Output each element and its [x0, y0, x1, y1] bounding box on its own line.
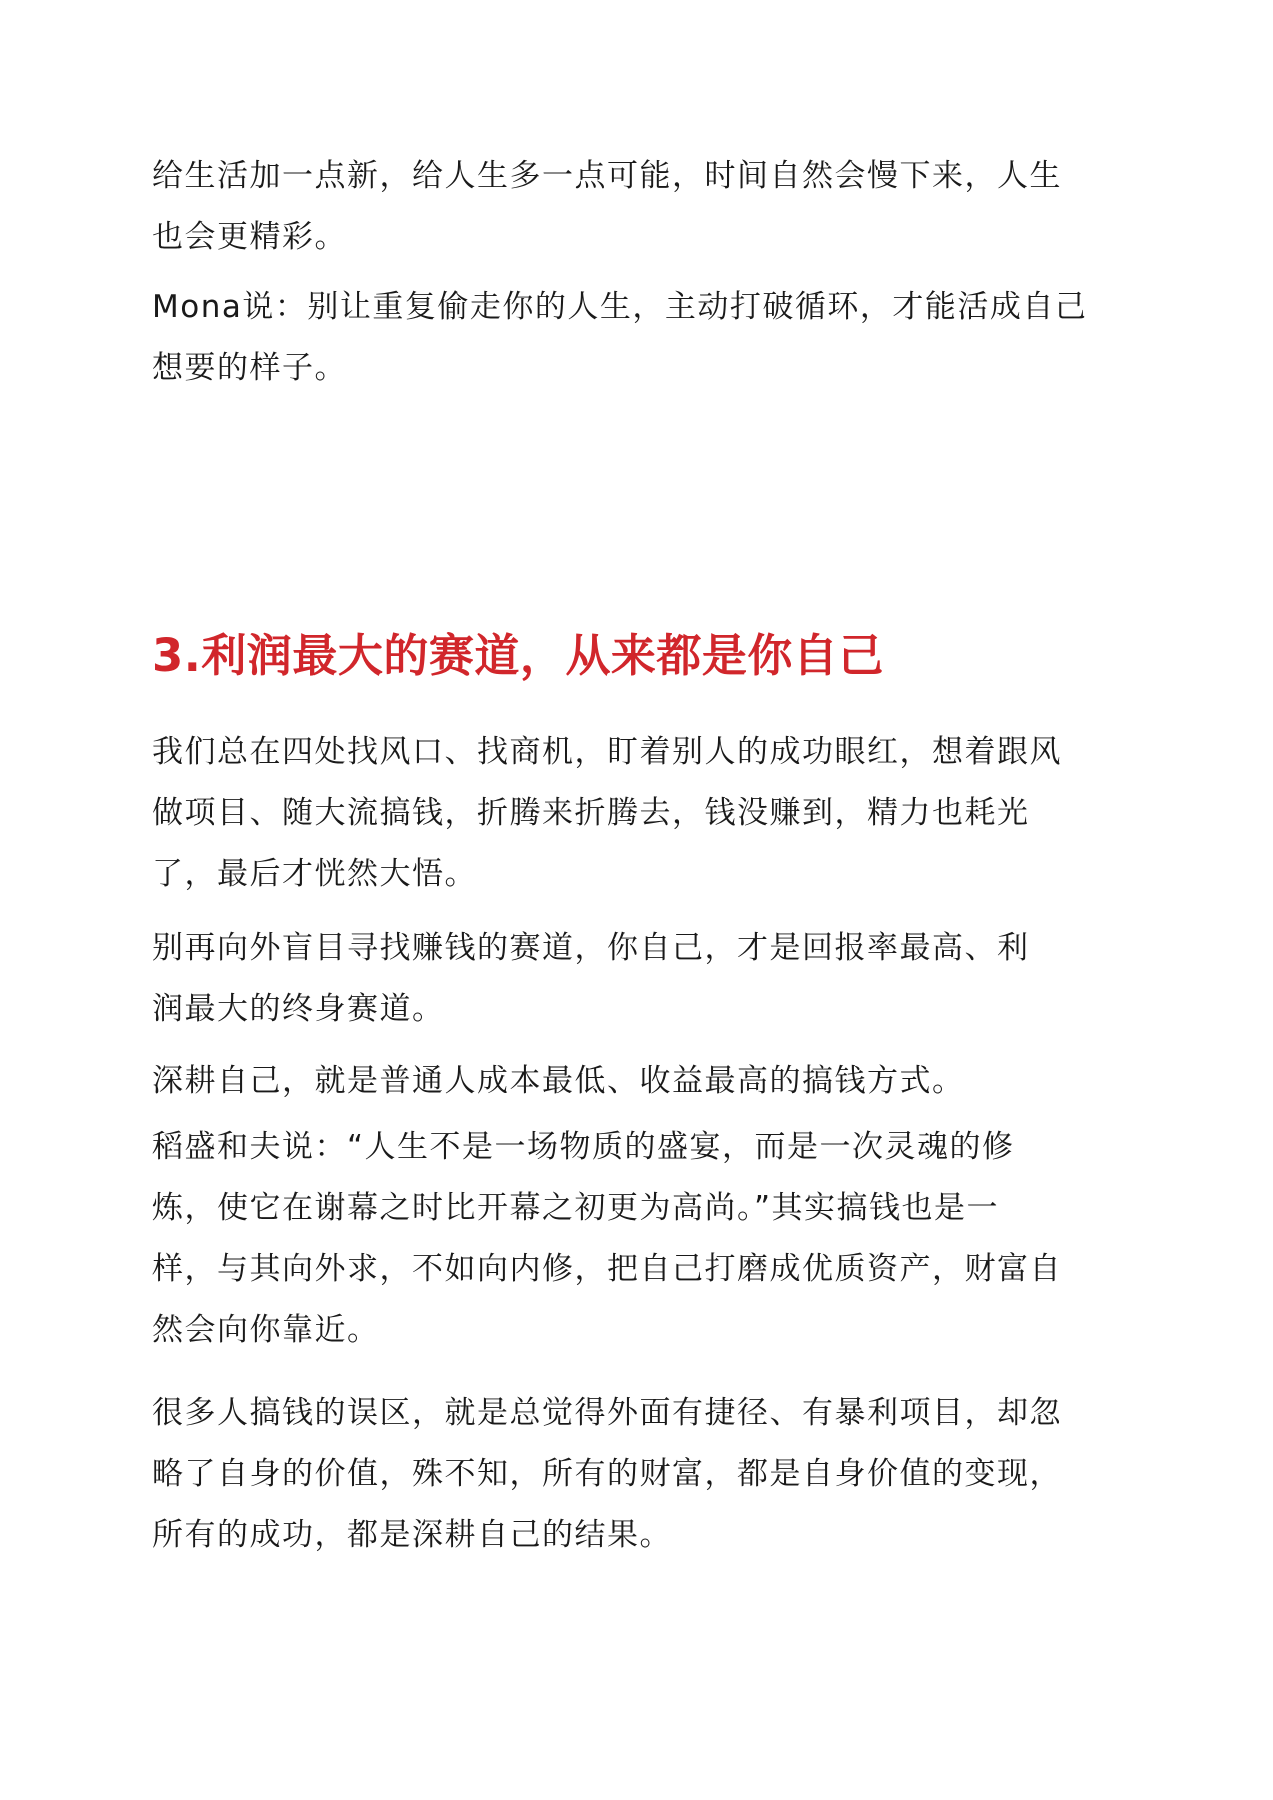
paragraph-yourself-track [152, 918, 1122, 1040]
text-line: 润最大的终身赛道。 [152, 991, 445, 1027]
text-line: 我们总在四处找风口、找商机，盯着别人的成功眼红，想着跟风 [152, 734, 1062, 770]
section-heading: 3.利润最大的赛道，从来都是你自己 [152, 629, 884, 682]
text-line: 深耕自己，就是普通人成本最低、收益最高的搞钱方式。 [152, 1063, 965, 1099]
text-line: 想要的样子。 [152, 350, 347, 386]
text-line: 稻盛和夫说：“人生不是一场物质的盛宴，而是一次灵魂的修 [152, 1129, 1015, 1165]
paragraph-chasing-trends [152, 722, 1122, 905]
text-line: 也会更精彩。 [152, 219, 347, 255]
paragraph-inamori-quote [152, 1117, 1122, 1361]
text-line: 所有的成功，都是深耕自己的结果。 [152, 1517, 672, 1553]
text-line: 做项目、随大流搞钱，折腾来折腾去，钱没赚到，精力也耗光 [152, 795, 1030, 831]
text-line: 别再向外盲目寻找赚钱的赛道，你自己，才是回报率最高、利 [152, 930, 1030, 966]
paragraph-cultivate-self [152, 1051, 1122, 1112]
text-line: 给生活加一点新，给人生多一点可能，时间自然会慢下来，人生 [152, 158, 1062, 194]
text-line: 样，与其向外求，不如向内修，把自己打磨成优质资产，财富自 [152, 1251, 1062, 1287]
paragraph-misconception [152, 1383, 1122, 1566]
text-line: 炼，使它在谢幕之时比开幕之初更为高尚。”其实搞钱也是一 [152, 1190, 1000, 1226]
text-line: Mona说：别让重复偷走你的人生，主动打破循环，才能活成自己 [152, 289, 1088, 325]
text-line: 很多人搞钱的误区，就是总觉得外面有捷径、有暴利项目，却忽 [152, 1395, 1062, 1431]
text-line: 略了自身的价值，殊不知，所有的财富，都是自身价值的变现， [152, 1456, 1062, 1492]
paragraph-new-life [152, 146, 1122, 268]
text-line: 了，最后才恍然大悟。 [152, 856, 477, 892]
text-line: 然会向你靠近。 [152, 1312, 380, 1348]
paragraph-mona-quote [152, 277, 1122, 399]
